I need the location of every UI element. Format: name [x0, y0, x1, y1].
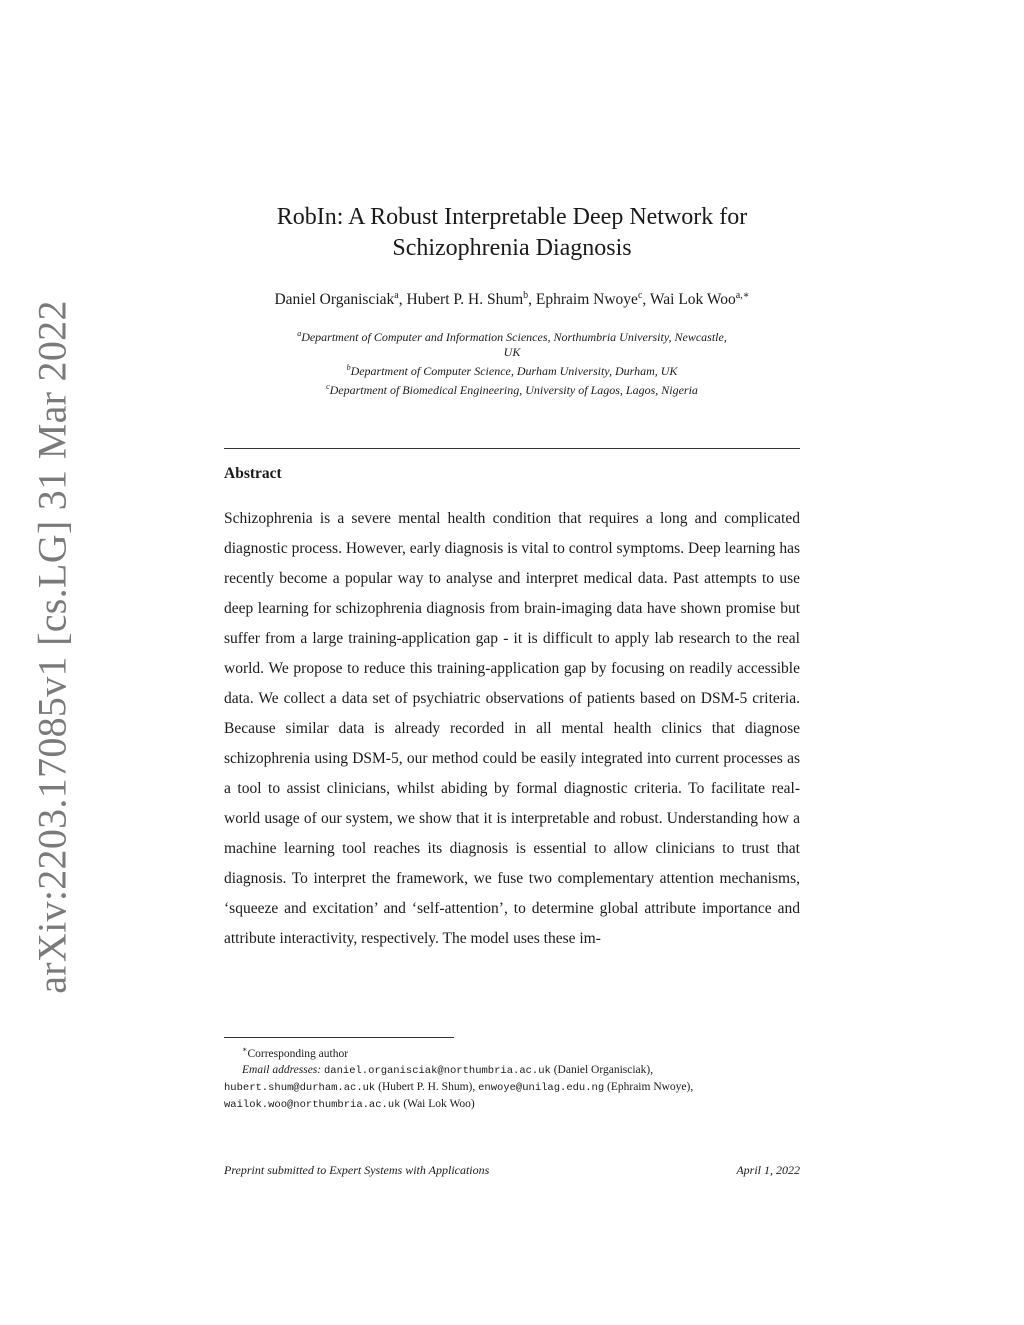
- affil-mark: c: [326, 382, 330, 391]
- affil-text: Department of Biomedical Engineering, University of Lagos, Lagos, Nigeria: [329, 383, 698, 397]
- author-name: Wai Lok Woo: [649, 291, 736, 309]
- author-affil-mark: a,∗: [735, 290, 750, 301]
- author-separator: ,: [528, 291, 536, 309]
- page-footer: [224, 1163, 800, 1178]
- affiliation-a-continued: UK: [503, 345, 521, 359]
- footnotes: [224, 1042, 800, 1113]
- affiliations: [222, 326, 802, 398]
- author-separator: ,: [398, 291, 407, 309]
- footer-date: April 1, 2022: [736, 1163, 800, 1177]
- affiliation-b: [222, 360, 802, 379]
- abstract-heading: Abstract: [224, 465, 282, 482]
- email-owner: (Ephraim Nwoye),: [607, 1080, 694, 1093]
- footnote-rule: [224, 1037, 454, 1038]
- affil-mark: a: [297, 329, 302, 338]
- author-list: [222, 290, 802, 309]
- abstract-top-rule: [224, 448, 800, 449]
- author-name: Ephraim Nwoye: [535, 291, 638, 309]
- email-line-1: [224, 1062, 800, 1079]
- author-affil-mark: a: [394, 290, 399, 301]
- affil-text: Department of Computer and Information Sciences, Northumbria University, Newcastle,: [301, 330, 727, 344]
- email-link[interactable]: hubert.shum@durham.ac.uk: [224, 1081, 376, 1094]
- paper-title: [222, 202, 802, 264]
- author-affil-mark: c: [637, 290, 643, 301]
- affil-text: Department of Computer Science, Durham University, Durham, UK: [350, 364, 678, 378]
- author-name: Daniel Organisciak: [274, 291, 395, 309]
- arxiv-identifier: arXiv:2203.17085v1 [cs.LG] 31 Mar 2022: [29, 300, 75, 994]
- email-line-3: [224, 1096, 800, 1113]
- email-owner: (Hubert P. H. Shum),: [378, 1080, 476, 1093]
- title-line-1: RobIn: A Robust Interpretable Deep Network for: [276, 204, 748, 230]
- email-owner: (Daniel Organisciak),: [553, 1063, 654, 1076]
- email-line-2: [224, 1079, 800, 1096]
- affil-mark: b: [346, 363, 351, 372]
- email-link[interactable]: daniel.organisciak@northumbria.ac.uk: [323, 1064, 551, 1077]
- abstract-text: Schizophrenia is a severe mental health condition that requires a long and complicated diagnostic process. However, early diagnosis is vital to control symptoms. Deep learning has recently become a popular way to analyse and interpret medical data. Past attempts to use deep learning for schizophrenia diagnosis from brain-imaging data have shown promise but suffer from a large training-application gap - it is difficult to apply lab research to the real world. We propose to reduce this training-application gap by focusing on readily accessible data. We collect a data set of psychiatric observations of patients based on DSM-5 criteria. Because similar data is already recorded in all mental health clinics that diagnose schizophrenia using DSM-5, our method could be easily integrated into current processes as a tool to assist clinicians, whilst abiding by formal diagnostic criteria. To facilitate real-world usage of our system, we show that it is interpretable and robust. Understanding how a machine learning tool reaches its diagnosis is essential to allow clinicians to trust that diagnosis. To interpret the framework, we fuse two complementary attention mechanisms, ‘squeeze and excitation’ and ‘self-attention’, to determine global attribute importance and attribute interactivity, respectively. The model uses these im-: [224, 510, 800, 947]
- corresponding-label: Corresponding author: [247, 1047, 349, 1060]
- email-link[interactable]: wailok.woo@northumbria.ac.uk: [224, 1098, 401, 1111]
- title-line-2: Schizophrenia Diagnosis: [392, 235, 632, 261]
- author-separator: ,: [642, 291, 650, 309]
- footnote-mark: ∗: [242, 1045, 248, 1054]
- affiliation-c: [222, 379, 802, 398]
- email-owner: (Wai Lok Woo): [403, 1097, 475, 1110]
- author-affil-mark: b: [523, 290, 529, 301]
- affiliation-a: [222, 326, 802, 345]
- title-block: [222, 202, 802, 264]
- email-label: Email addresses:: [242, 1063, 322, 1076]
- email-link[interactable]: enwoye@unilag.edu.ng: [478, 1081, 605, 1094]
- author-name: Hubert P. H. Shum: [406, 291, 524, 309]
- corresponding-author-note: [224, 1042, 800, 1062]
- submission-note: Preprint submitted to Expert Systems with Applications: [224, 1163, 490, 1177]
